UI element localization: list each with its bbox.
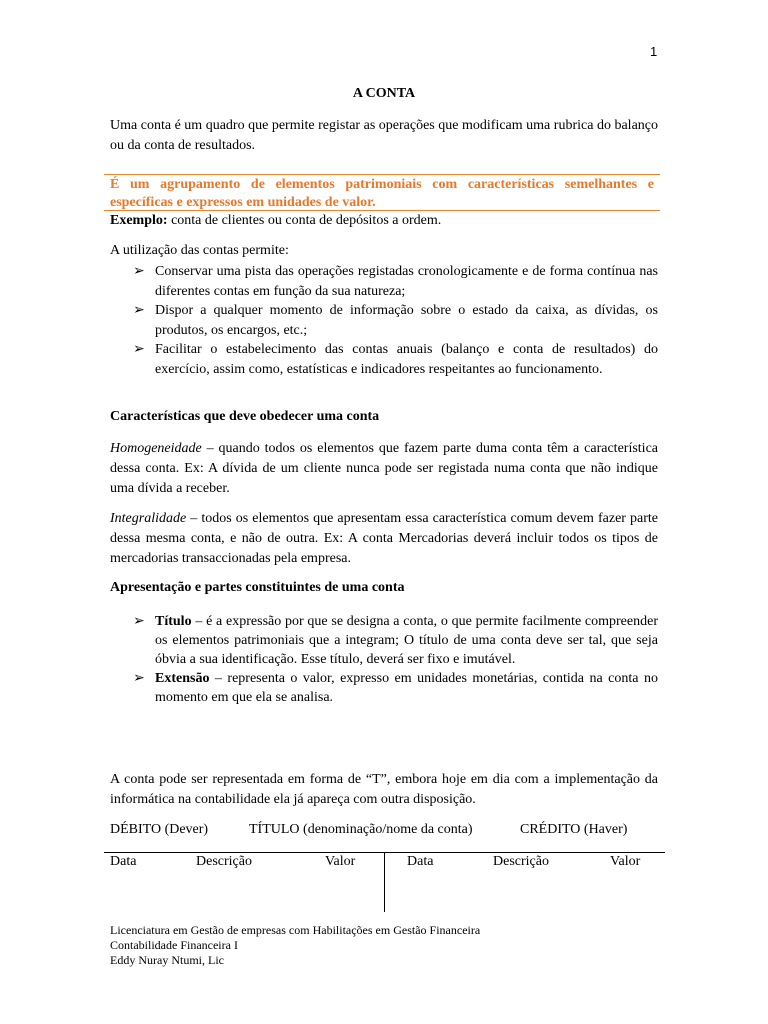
page-title: A CONTA (352, 86, 416, 101)
column-header-value-debit: Valor (325, 854, 356, 869)
arrow-bullet-icon: ➢ (133, 303, 145, 318)
column-header-value-credit: Valor (610, 854, 641, 869)
homogeneity-paragraph: Homogeneidade – quando todos os elementos que fazem parte duma conta têm a característica dessa conta. Ex: A dívida de um cliente nunca pode ser registada numa conta que não indique uma dívida a receber. (110, 441, 658, 496)
example-text: conta de clientes ou conta de depósitos a ordem. (167, 213, 442, 228)
t-account-credit: CRÉDITO (Haver) (520, 822, 628, 837)
list-item: ➢ Dispor a qualquer momento de informação sobre o estado da caixa, as dívidas, os produtos, os encargos, etc.; (133, 303, 658, 338)
arrow-bullet-icon: ➢ (133, 342, 145, 357)
column-header-description-credit: Descrição (493, 854, 549, 869)
integrality-term: Integralidade (110, 511, 187, 526)
page-footer (110, 923, 480, 968)
homogeneity-term: Homogeneidade (110, 441, 202, 456)
arrow-bullet-icon: ➢ (133, 671, 145, 686)
characteristics-heading: Características que deve obedecer uma conta (110, 409, 380, 424)
page-number: 1 (650, 44, 658, 59)
list-item: ➢ Extensão – representa o valor, expresso em unidades monetárias, contida na conta no momento em que ela se analisa. (133, 671, 658, 705)
column-header-date-debit: Data (110, 854, 137, 869)
footer-line: Contabilidade Financeira I (110, 938, 238, 952)
uses-intro: A utilização das contas permite: (110, 243, 289, 258)
list-item: ➢ Título – é a expressão por que se designa a conta, o que permite facilmente compreender os elementos patrimoniais que a integram; O título de uma conta deve ser tal, que seja óbvia a sua identificação. Esse título, deverá ser fixo e imutável. (133, 614, 658, 667)
integrality-paragraph: Integralidade – todos os elementos que apresentam essa característica comum devem fazer parte dessa mesma conta, e não de outra. Ex: A conta Mercadorias deverá incluir todos os tipos de mercadorias transaccionadas pela empresa. (110, 511, 658, 566)
list-item: ➢ Facilitar o estabelecimento das contas anuais (balanço e conta de resultados) do exercício, assim como, estatísticas e indicadores respeitantes ao funcionamento. (133, 342, 658, 377)
uses-list (133, 262, 658, 379)
definition-text: É um agrupamento de elementos patrimoniais com características semelhantes e específicas e expressos em unidades de valor. (110, 177, 654, 210)
parts-list (133, 612, 658, 707)
arrow-bullet-icon: ➢ (133, 264, 145, 279)
footer-line: Licenciatura em Gestão de empresas com Habilitações em Gestão Financeira (110, 923, 481, 937)
column-header-date-credit: Data (407, 854, 434, 869)
list-item: ➢ Conservar uma pista das operações registadas cronologicamente e de forma contínua nas diferentes contas em função da sua natureza; (133, 264, 658, 299)
arrow-bullet-icon: ➢ (133, 614, 145, 629)
footer-line: Eddy Nuray Ntumi, Lic (110, 953, 224, 967)
intro-paragraph: Uma conta é um quadro que permite registar as operações que modificam uma rubrica do balanço ou da conta de resultados. (110, 118, 658, 153)
t-account-title: TÍTULO (denominação/nome da conta) (249, 822, 473, 837)
t-account-intro: A conta pode ser representada em forma de “T”, embora hoje em dia com a implementação da informática na contabilidade ela já apareça com outra disposição. (110, 772, 658, 807)
column-header-description-debit: Descrição (196, 854, 252, 869)
parts-heading: Apresentação e partes constituintes de uma conta (110, 580, 405, 595)
t-account-vertical-line (384, 852, 385, 912)
definition-box (104, 174, 660, 211)
example-line (110, 211, 658, 231)
example-label: Exemplo: (110, 213, 168, 228)
t-account-debit: DÉBITO (Dever) (110, 822, 209, 837)
